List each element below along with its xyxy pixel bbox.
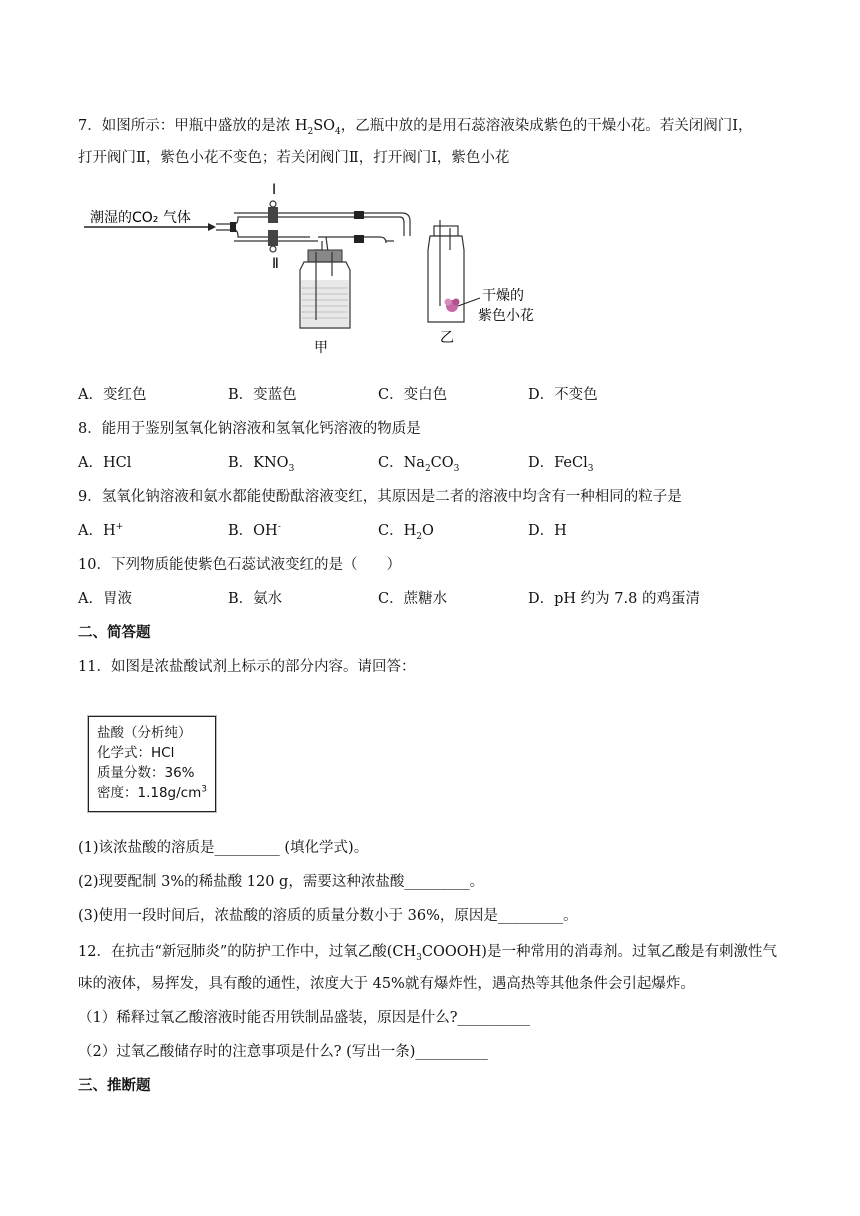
q9-text: 9．氢氧化钠溶液和氨水都能使酚酞溶液变红，其原因是二者的溶液中均含有一种相同的粒子是 bbox=[78, 489, 682, 505]
q9-option-c: C．$H_2O$ bbox=[378, 523, 434, 542]
reagent-label-mass-fraction: 质量分数：36% bbox=[97, 765, 195, 781]
q12-part-2: （2）过氧乙酸储存时的注意事项是什么? (写出一条)__________ bbox=[78, 1044, 488, 1060]
q11-part-1: (1)该浓盐酸的溶质是_________ (填化学式)。 bbox=[78, 840, 369, 856]
valve-2-label: Ⅱ bbox=[272, 256, 279, 272]
q11-part-2: (2)现要配制 3%的稀盐酸 120 g，需要这种浓盐酸_________。 bbox=[78, 874, 485, 890]
q12-line2: 味的液体，易挥发，具有酸的通性，浓度大于 45%就有爆炸性，遇高热等其他条件会引起爆炸。 bbox=[78, 976, 695, 992]
bottle-a-label: 甲 bbox=[314, 340, 328, 355]
q11-text: 11．如图是浓盐酸试剂上标示的部分内容。请回答： bbox=[78, 659, 416, 675]
reagent-label-name: 盐酸（分析纯） bbox=[97, 725, 192, 741]
q7-line1: 7．如图所示：甲瓶中盛放的是浓 $H_2SO_4$，乙瓶中放的是用石蕊溶液染成紫色的干燥小花。若关闭阀门Ⅰ， bbox=[78, 118, 753, 137]
q9-option-a: A．H+ bbox=[78, 522, 124, 539]
flower-label-1: 干燥的 bbox=[482, 288, 524, 304]
q8-option-c: C．$Na_2CO_3$ bbox=[378, 455, 460, 474]
q10-text: 10．下列物质能使紫色石蕊试液变红的是（ ） bbox=[78, 557, 401, 573]
section-3-heading: 三、推断题 bbox=[78, 1078, 151, 1094]
q10-option-d: D．pH 约为 7.8 的鸡蛋清 bbox=[528, 591, 700, 607]
gas-label: 潮湿的CO₂ 气体 bbox=[90, 210, 191, 226]
reagent-label bbox=[88, 716, 216, 812]
reagent-label-formula: 化学式：HCl bbox=[97, 745, 175, 761]
q10-option-c: C．蔗糖水 bbox=[378, 591, 448, 607]
q12-line1: 12．在抗击“新冠肺炎”的防护工作中，过氧乙酸$(CH_3COOOH)$是一种常用的消毒剂。过氧乙酸是有刺激性气 bbox=[78, 944, 777, 963]
q12-part-1: （1）稀释过氧乙酸溶液时能否用铁制品盛装，原因是什么?__________ bbox=[78, 1010, 530, 1026]
q7-line2: 打开阀门Ⅱ，紫色小花不变色；若关闭阀门Ⅱ，打开阀门Ⅰ，紫色小花 bbox=[78, 150, 510, 166]
q7-option-b: B．变蓝色 bbox=[228, 387, 297, 403]
q10-option-b: B．氨水 bbox=[228, 591, 283, 607]
q8-option-b: B．$KNO_3$ bbox=[228, 455, 295, 474]
valve-1-label: Ⅰ bbox=[272, 182, 277, 198]
q8-text: 8．能用于鉴别氢氧化钠溶液和氢氧化钙溶液的物质是 bbox=[78, 421, 421, 437]
q10-option-a: A．胃液 bbox=[78, 591, 132, 607]
q8-option-a: A．HCl bbox=[78, 455, 132, 471]
q7-option-d: D．不变色 bbox=[528, 387, 598, 403]
co2-apparatus-diagram bbox=[82, 180, 552, 355]
q7-option-c: C．变白色 bbox=[378, 387, 448, 403]
flower-label-2: 紫色小花 bbox=[478, 308, 534, 324]
q9-option-d: D．H bbox=[528, 523, 567, 539]
reagent-label-density: 密度：$1.18g/cm^3$ bbox=[97, 784, 207, 801]
section-2-heading: 二、简答题 bbox=[78, 625, 151, 641]
q9-option-b: B．OH- bbox=[228, 522, 281, 539]
q7-option-a: A．变红色 bbox=[78, 387, 147, 403]
q8-option-d: D．FeCl$_3$ bbox=[528, 455, 594, 474]
q11-part-3: (3)使用一段时间后，浓盐酸的溶质的质量分数小于 36%，原因是_________。 bbox=[78, 908, 578, 924]
bottle-b-label: 乙 bbox=[440, 330, 454, 346]
